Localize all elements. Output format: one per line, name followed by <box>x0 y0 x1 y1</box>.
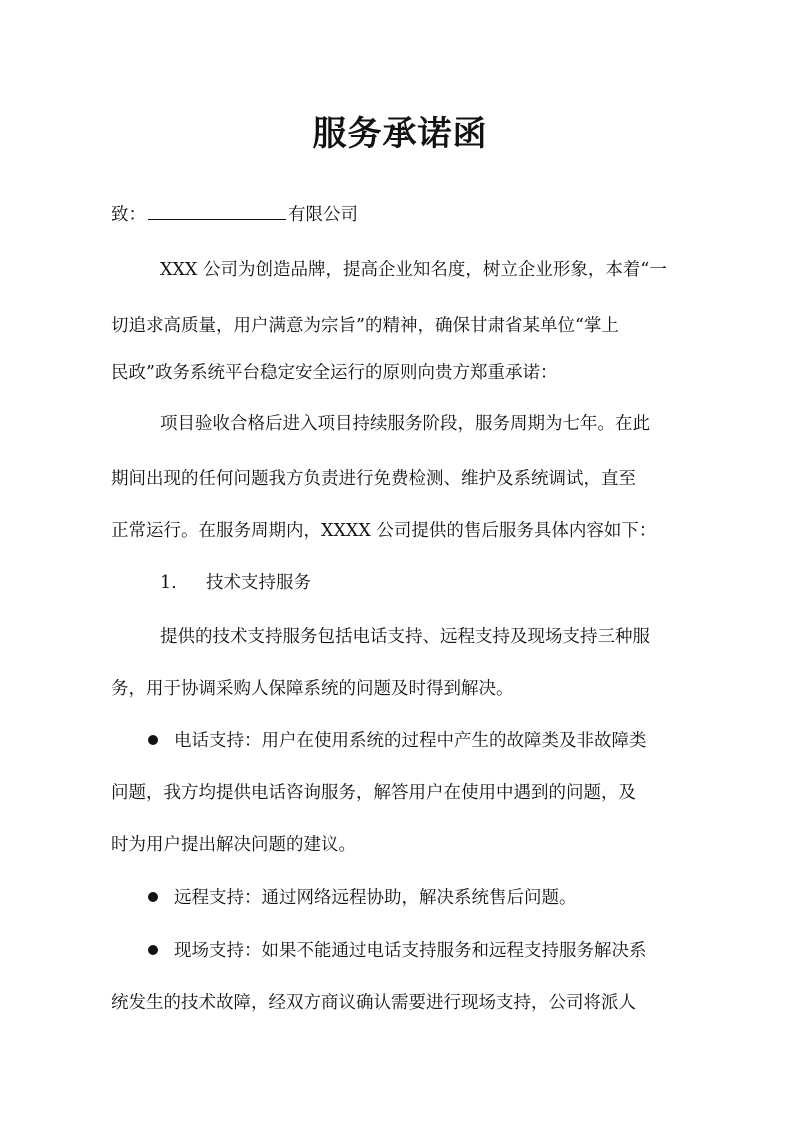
bullet-phone-text-1: 电话支持：用户在使用系统的过程中产生的故障类及非故障类 <box>174 731 647 751</box>
bullet-onsite-line-2: 统发生的技术故障，经双方商议确认需要进行现场支持，公司将派人 <box>111 993 636 1013</box>
bullet-onsite-text-1: 现场支持：如果不能通过电话支持服务和远程支持服务解决系 <box>174 941 647 961</box>
recipient-blank <box>148 202 286 220</box>
paragraph-2-line-2: 期间出现的任何问题我方负责进行免费检测、维护及系统调试，直至 <box>111 469 636 489</box>
section-1-heading <box>160 571 311 595</box>
bullet-icon <box>148 945 158 955</box>
document-title: 服务承诺函 <box>312 114 488 154</box>
paragraph-3-line-1: 提供的技术支持服务包括电话支持、远程支持及现场支持三种服 <box>160 627 650 647</box>
paragraph-2-line-1: 项目验收合格后进入项目持续服务阶段，服务周期为七年。在此 <box>160 414 650 434</box>
salutation-suffix: 有限公司 <box>288 205 358 225</box>
bullet-icon <box>148 892 158 902</box>
paragraph-2-line-3: 正常运行。在服务周期内，XXXX 公司提供的售后服务具体内容如下： <box>111 521 657 541</box>
bullet-phone-line-3: 时为用户提出解决问题的建议。 <box>111 835 356 855</box>
paragraph-1-line-3: 民政”政务系统平台稳定安全运行的原则向贵方郑重承诺： <box>111 363 558 383</box>
paragraph-1-line-1: XXX 公司为创造品牌，提高企业知名度，树立企业形象，本着“一 <box>160 260 667 280</box>
bullet-phone-line-1 <box>148 729 647 753</box>
bullet-remote-text-1: 远程支持：通过网络远程协助，解决系统售后问题。 <box>174 888 577 908</box>
salutation-prefix: 致： <box>111 205 146 225</box>
bullet-icon <box>148 735 158 745</box>
bullet-remote-line-1 <box>148 886 577 910</box>
section-1-title: 技术支持服务 <box>206 573 311 593</box>
paragraph-1-line-2: 切追求高质量，用户满意为宗旨”的精神，确保甘肃省某单位“掌上 <box>111 316 619 336</box>
bullet-onsite-line-1 <box>148 939 647 963</box>
bullet-phone-line-2: 问题，我方均提供电话咨询服务，解答用户在使用中遇到的问题，及 <box>111 783 636 803</box>
section-1-number: 1. <box>160 573 177 593</box>
paragraph-3-line-2: 务，用于协调采购人保障系统的问题及时得到解决。 <box>111 679 514 699</box>
salutation-line <box>111 202 358 227</box>
